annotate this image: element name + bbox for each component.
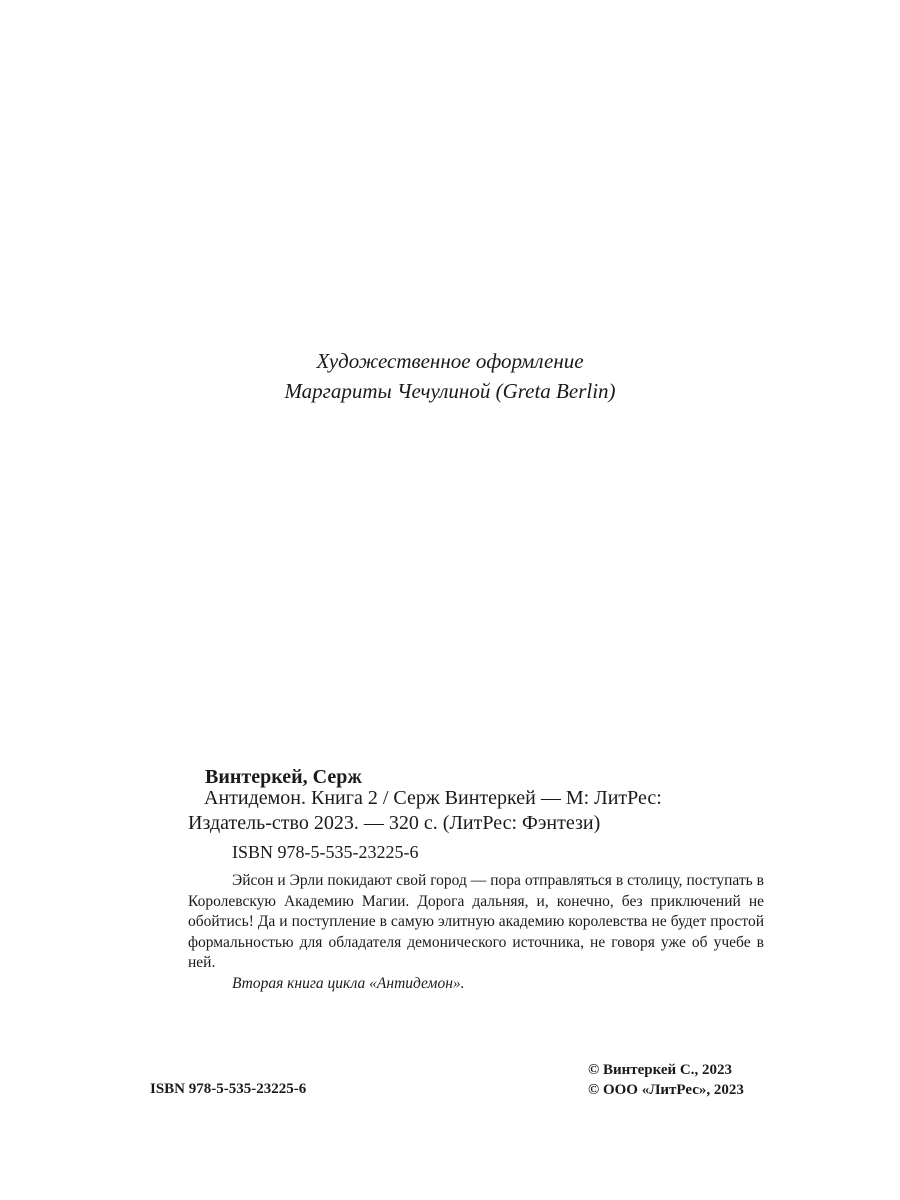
copyright-publisher: © ООО «ЛитРес», 2023: [588, 1082, 744, 1098]
catalog-title-line-2: Издатель-ство 2023. — 320 с. (ЛитРес: Фэнтези): [188, 812, 601, 834]
series-note: Вторая книга цикла «Антидемон».: [232, 974, 465, 992]
catalog-description: [188, 786, 718, 836]
catalog-isbn: ISBN 978-5-535-23225-6: [232, 842, 419, 862]
catalog-title-line-1: Антидемон. Книга 2 / Серж Винтеркей — М: ЛитРес:: [204, 787, 662, 809]
design-credit-line-2: Маргариты Чечулиной (Greta Berlin): [284, 379, 616, 403]
annotation: [188, 871, 764, 994]
catalog-author: Винтеркей, Серж: [205, 766, 362, 788]
annotation-text: Эйсон и Эрли покидают свой город — пора отправляться в столицу, поступать в Королевскую Академию Магии. Дорога дальняя, и, конечно, без приключений не обойтись! Да и поступление в самую элитную академию королевства не будет простой формальностью для обладателя демонического источника, не говоря уже об учебе в ней.: [188, 872, 764, 971]
footer-isbn: ISBN 978-5-535-23225-6: [150, 1081, 307, 1097]
design-credit-line-1: Художественное оформление: [316, 349, 584, 373]
design-credit: [0, 346, 900, 406]
copyright-author: © Винтеркей С., 2023: [588, 1062, 733, 1078]
copyright-block: [588, 1060, 744, 1100]
